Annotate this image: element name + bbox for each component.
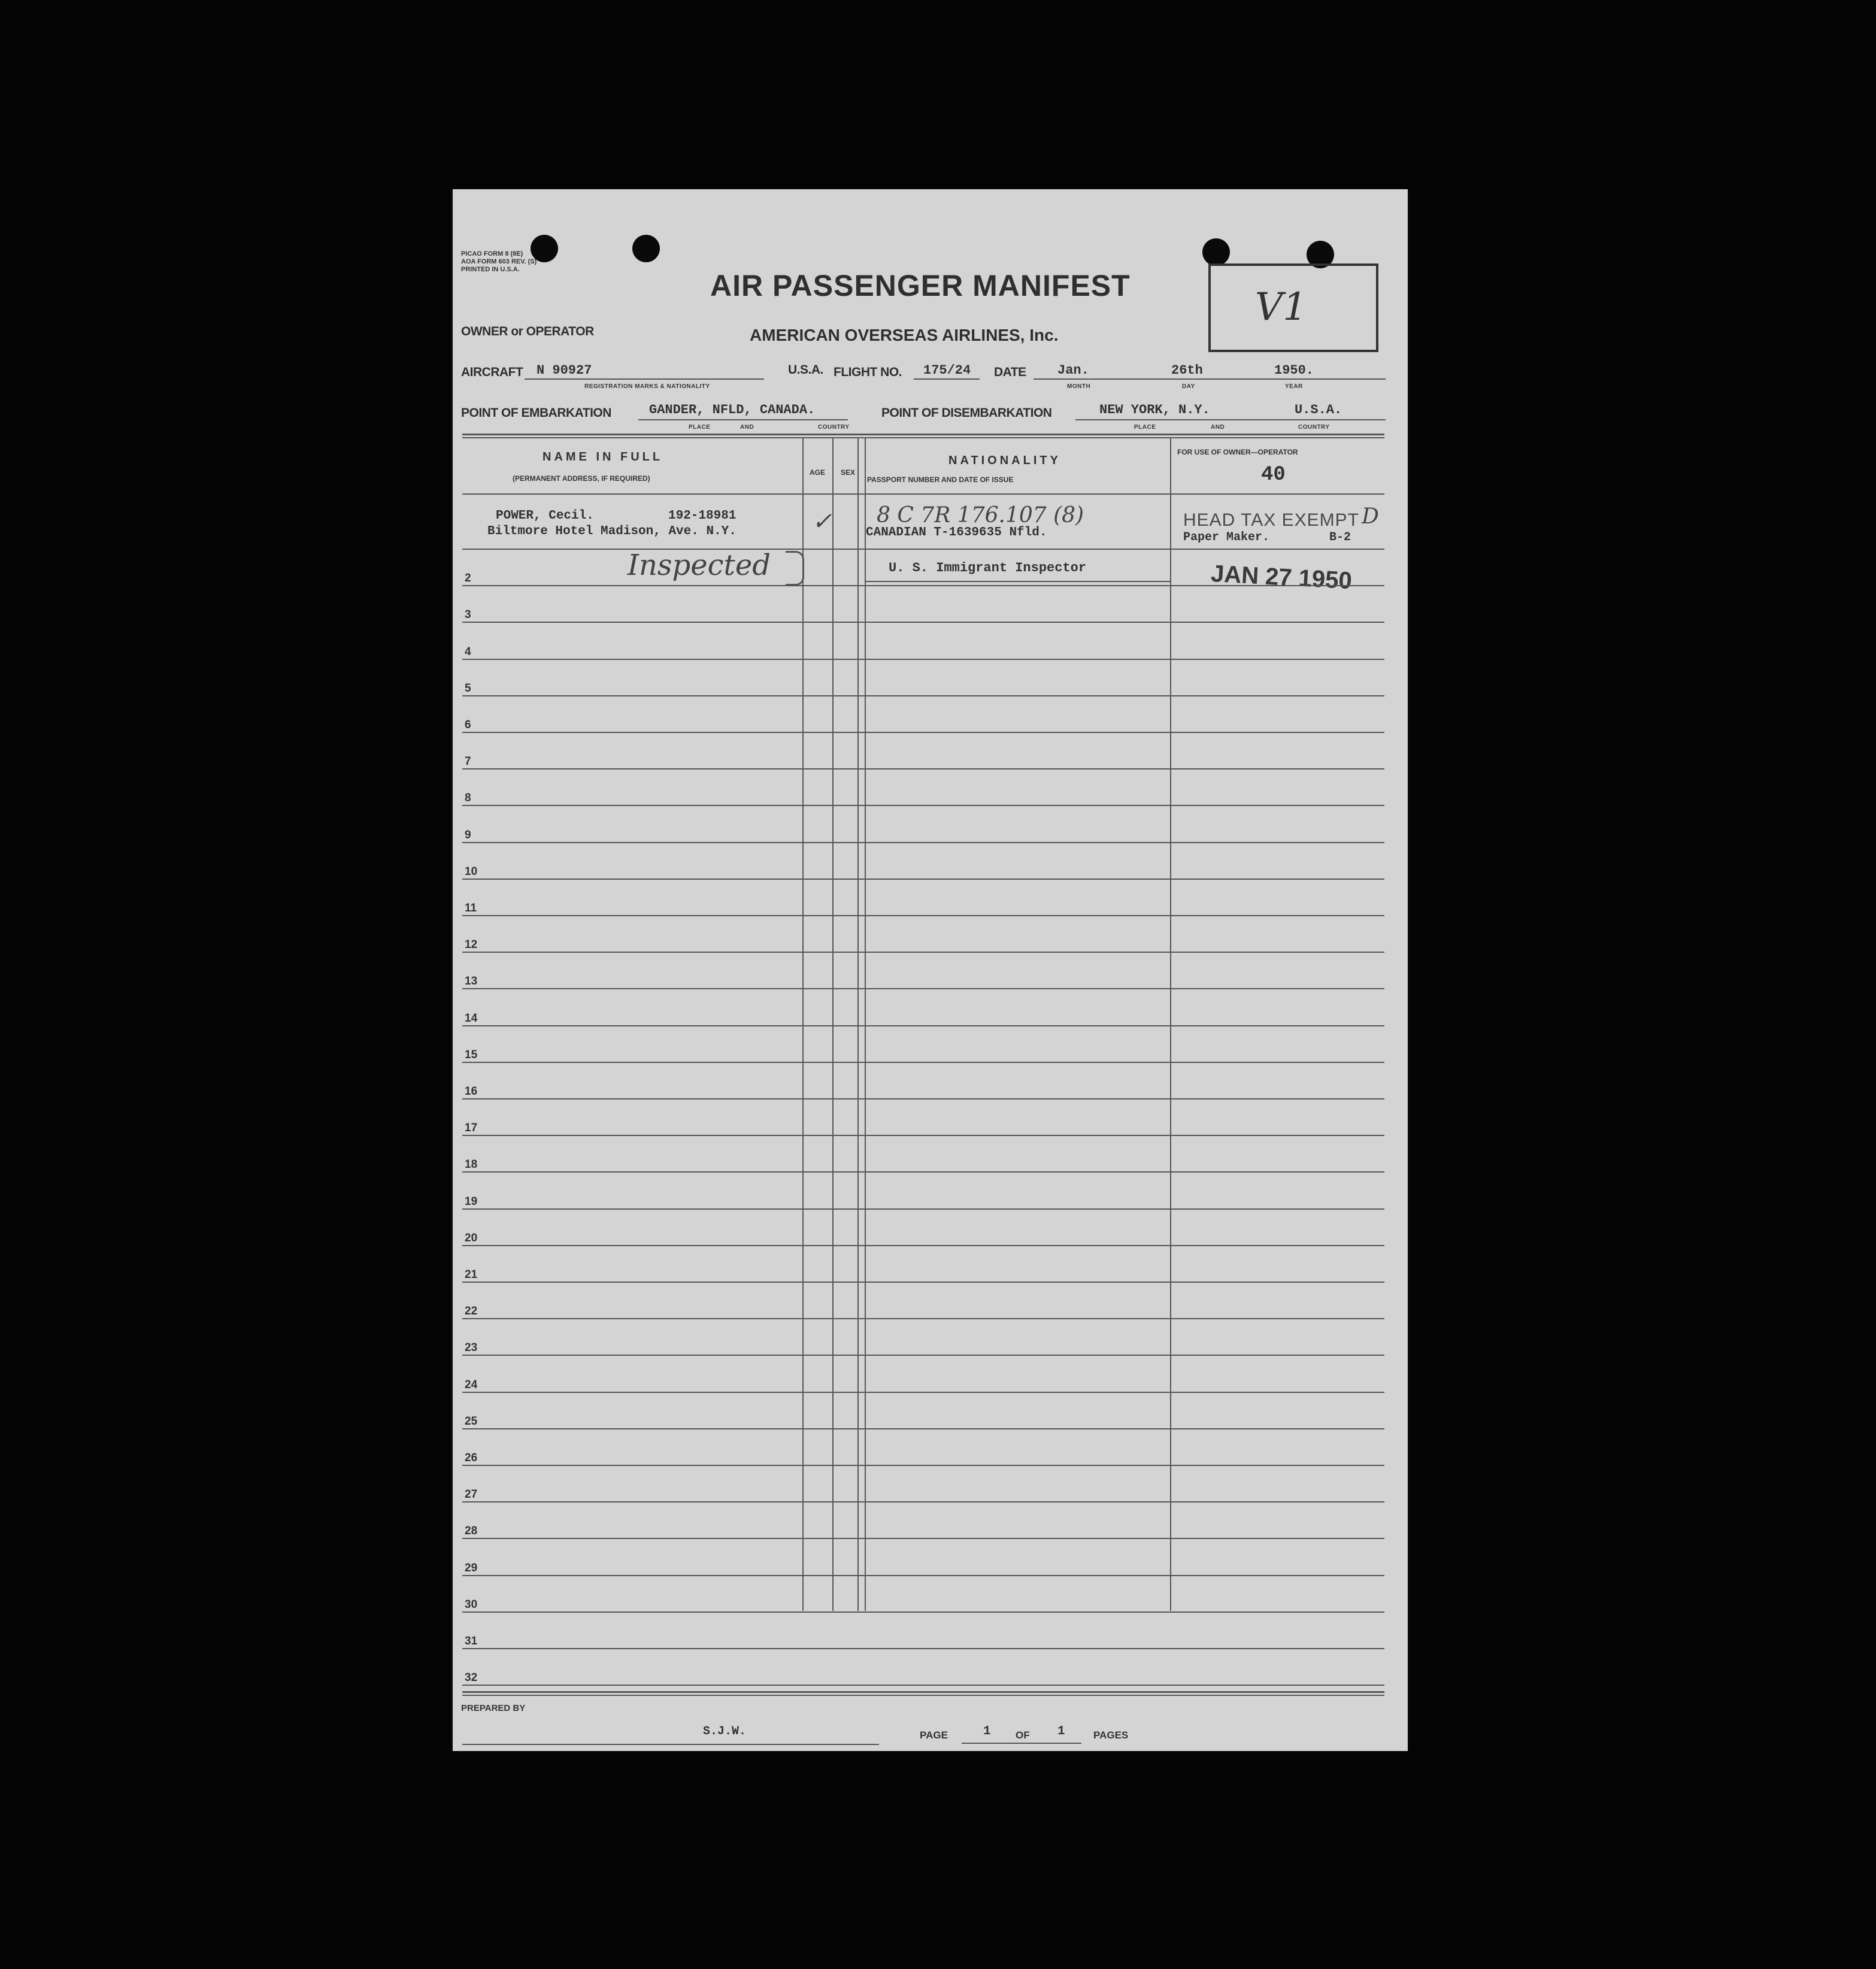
- page-number: 1: [983, 1725, 991, 1738]
- row-number: 32: [465, 1671, 478, 1685]
- inspector-bracket: [786, 551, 804, 586]
- aircraft-caption: REGISTRATION MARKS & NATIONALITY: [584, 383, 710, 390]
- table-row-rule: [462, 732, 1384, 733]
- passenger-nationality: CANADIAN T-1639635 Nfld.: [866, 526, 1047, 540]
- row-number: 22: [465, 1305, 478, 1318]
- table-row-rule: [462, 879, 1384, 880]
- table-row-rule: [462, 805, 1384, 806]
- year-caption: YEAR: [1285, 383, 1303, 390]
- inspector-signature: Inspected: [628, 549, 771, 582]
- disembarkation-place: NEW YORK, N.Y.: [1099, 402, 1210, 417]
- row-number: 28: [465, 1525, 478, 1538]
- table-row-rule: [462, 952, 1384, 953]
- table-row-rule: [462, 1318, 1384, 1319]
- row-number: 10: [465, 865, 478, 878]
- column-header-nationality: NATIONALITY: [948, 454, 1061, 467]
- table-row-rule: [462, 1648, 1384, 1649]
- table-row-rule: [462, 1245, 1384, 1246]
- table-row-rule: [462, 695, 1384, 696]
- form-code: PRINTED IN U.S.A.: [461, 266, 520, 273]
- column-header-sex: SEX: [841, 468, 856, 477]
- row-number: 24: [465, 1378, 478, 1391]
- row-number: 5: [465, 681, 471, 695]
- table-row-rule: [462, 988, 1384, 989]
- table-row-rule: [462, 1355, 1384, 1356]
- disembarkation-caption: PLACE: [1134, 424, 1156, 431]
- owner-value: AMERICAN OVERSEAS AIRLINES, Inc.: [750, 326, 1059, 344]
- table-row-rule: [462, 1025, 1384, 1026]
- box-mark: V1: [1255, 285, 1307, 329]
- row-number: 27: [465, 1488, 478, 1501]
- embarkation-caption: PLACE: [689, 424, 711, 431]
- punch-hole: [632, 235, 660, 262]
- pages-label: PAGES: [1093, 1729, 1129, 1741]
- of-label: OF: [1016, 1729, 1030, 1741]
- passenger-file-number: 192-18981: [668, 509, 737, 523]
- table-row-rule: [462, 1062, 1384, 1063]
- embarkation-caption: AND: [740, 424, 754, 431]
- date-day: 26th: [1171, 363, 1203, 378]
- passenger-address: Biltmore Hotel Madison, Ave. N.Y.: [487, 525, 737, 538]
- column-header-owner-use: FOR USE OF OWNER—OPERATOR: [1177, 448, 1298, 456]
- row-number: 29: [465, 1561, 478, 1574]
- column-header-name-sub: (PERMANENT ADDRESS, IF REQUIRED): [513, 474, 650, 483]
- row-number: 13: [465, 975, 478, 988]
- table-row-rule: [462, 622, 1384, 623]
- disembarkation-caption: AND: [1211, 424, 1225, 431]
- row-number: 11: [465, 902, 477, 914]
- day-caption: DAY: [1182, 383, 1195, 390]
- row-number: 17: [465, 1122, 478, 1135]
- table-row-rule: [462, 1465, 1384, 1466]
- column-header-nationality-sub: PASSPORT NUMBER AND DATE OF ISSUE: [867, 475, 1014, 484]
- owner-label: OWNER or OPERATOR: [461, 325, 594, 338]
- column-header-name: NAME IN FULL: [543, 450, 663, 464]
- aircraft-country: U.S.A.: [788, 363, 823, 377]
- column-header-age: AGE: [810, 468, 826, 477]
- table-row-rule: [462, 1685, 1384, 1686]
- page-label: PAGE: [920, 1729, 948, 1741]
- manifest-sheet: [453, 189, 1408, 1751]
- row-number: 19: [465, 1195, 478, 1208]
- table-row-rule: [462, 1098, 1384, 1099]
- passenger-occupation: Paper Maker.: [1183, 531, 1270, 544]
- embarkation-label: POINT OF EMBARKATION: [461, 406, 611, 420]
- aircraft-value: N 90927: [537, 363, 592, 378]
- inspector-title: U. S. Immigrant Inspector: [889, 561, 1087, 575]
- disembarkation-label: POINT OF DISEMBARKATION: [881, 406, 1052, 420]
- table-row-rule: [462, 768, 1384, 770]
- punch-hole: [1202, 238, 1230, 266]
- row-number: 23: [465, 1341, 478, 1355]
- visa-class: B-2: [1329, 531, 1351, 544]
- row-number: 6: [465, 719, 471, 731]
- disembarkation-country: U.S.A.: [1295, 402, 1342, 417]
- row-number: 3: [465, 608, 471, 622]
- table-row-rule: [462, 1501, 1384, 1503]
- table-row-rule: [462, 549, 1384, 550]
- row-number: 9: [465, 828, 471, 841]
- head-tax-stamp: HEAD TAX EXEMPT: [1183, 510, 1359, 530]
- row-number: 4: [465, 645, 471, 658]
- date-month: Jan.: [1057, 363, 1089, 378]
- prepared-by-label: PREPARED BY: [461, 1703, 526, 1713]
- table-row-rule: [462, 1392, 1384, 1393]
- table-row-rule: [462, 915, 1384, 916]
- table-row-rule: [462, 1208, 1384, 1210]
- handwritten-number: 8 C 7R 176.107 (8): [877, 503, 1084, 528]
- row-number: 21: [465, 1268, 478, 1281]
- date-label: DATE: [994, 365, 1026, 379]
- head-tax-mark: D: [1362, 504, 1379, 529]
- table-row-rule: [462, 1135, 1384, 1136]
- arrival-date-stamp: JAN 27 1950: [1210, 560, 1353, 595]
- embarkation-value: GANDER, NFLD, CANADA.: [649, 402, 816, 417]
- table-row-rule: [462, 1538, 1384, 1539]
- table-row-rule: [462, 1611, 1384, 1613]
- row-number: 20: [465, 1231, 478, 1244]
- aircraft-label: AIRCRAFT: [461, 365, 523, 379]
- date-year: 1950.: [1274, 363, 1314, 378]
- row-number: 2: [465, 572, 471, 585]
- check-mark: ✓: [812, 508, 832, 535]
- total-pages: 1: [1057, 1725, 1065, 1738]
- row-number: 16: [465, 1085, 478, 1098]
- form-code: AOA FORM 603 REV. (S): [461, 258, 537, 265]
- month-caption: MONTH: [1067, 383, 1091, 390]
- flight-number: 175/24: [923, 363, 971, 378]
- owner-use-value: 40: [1261, 464, 1286, 486]
- table-row-rule: [462, 1282, 1384, 1283]
- table-row-rule: [462, 659, 1384, 660]
- row-number: 31: [465, 1635, 478, 1647]
- table-row-rule: [462, 1171, 1384, 1173]
- row-number: 7: [465, 755, 471, 768]
- row-number: 30: [465, 1598, 478, 1611]
- prepared-by-value: S.J.W.: [703, 1725, 747, 1738]
- table-row-rule: [462, 842, 1384, 843]
- flight-label: FLIGHT NO.: [834, 365, 902, 379]
- table-row-rule: [462, 585, 1384, 586]
- row-number: 18: [465, 1158, 478, 1171]
- embarkation-caption: COUNTRY: [818, 424, 850, 431]
- passenger-name: POWER, Cecil.: [496, 509, 594, 523]
- row-number: 15: [465, 1048, 478, 1061]
- row-number: 26: [465, 1452, 478, 1464]
- table-row-rule: [462, 1575, 1384, 1576]
- row-number: 25: [465, 1414, 478, 1428]
- table-row-rule: [462, 1428, 1384, 1429]
- form-code: PICAO FORM 8 (8E): [461, 250, 523, 258]
- row-number: 12: [465, 938, 478, 952]
- row-number: 8: [465, 792, 471, 805]
- row-number: 14: [465, 1011, 478, 1025]
- disembarkation-caption: COUNTRY: [1298, 424, 1330, 431]
- form-title: AIR PASSENGER MANIFEST: [710, 269, 1131, 302]
